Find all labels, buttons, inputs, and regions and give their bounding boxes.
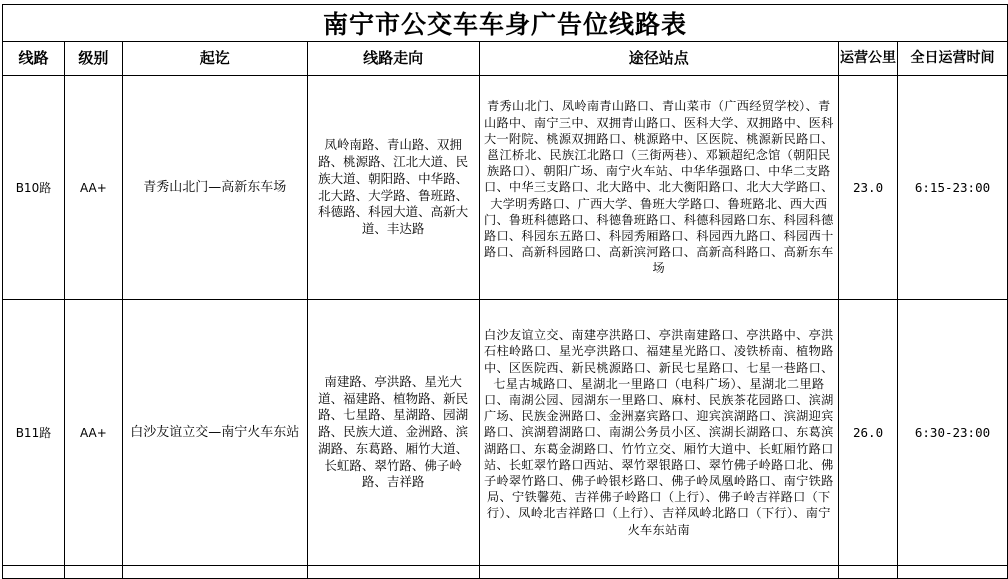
direction-cell: 南建路、亭洪路、星光大道、福建路、植物路、新民路、七星路、星湖路、园湖路、民族大道、金洲路、滨湖路、东葛路、厢竹大道、长虹路、翠竹路、佛子岭路、吉祥路 — [307, 300, 479, 566]
hours-cell: 6:15-23:00 — [898, 76, 1008, 300]
table-row-partial — [3, 566, 1008, 579]
start-end-cell: 青秀山北门—高新东车场 — [122, 76, 307, 300]
header-route: 线路 — [3, 42, 65, 76]
km-cell: 23.0 — [839, 76, 898, 300]
table-title: 南宁市公交车车身广告位线路表 — [3, 5, 1008, 42]
level-cell: AA+ — [64, 76, 122, 300]
km-cell: 26.0 — [839, 300, 898, 566]
stops-cell: 白沙友谊立交、南建亭洪路口、亭洪南建路口、亭洪路中、亭洪石柱岭路口、星光亭洪路口、福建星光路口、凌铁桥南、植物路中、区医院西、新民桃源路口、新民七星路口、七星一巷路口、七星古城路口、星湖北一里路口（电科广场）、星湖北二里路口、南湖公园、园湖东一里路口、麻村、民族茶花园路口、滨湖广场、民族金洲路口、金洲嘉宾路口、迎宾滨湖路口、滨湖迎宾路口、滨湖碧湖路口、南湖公务员小区、滨湖长湖路口、东葛滨湖路口、东葛金湖路口、竹竹立交、厢竹大道中、长虹厢竹路口站、长虹翠竹路口西站、翠竹翠银路口、翠竹佛子岭路口北、佛子岭翠竹路口、佛子岭银杉路口、佛子岭凤凰岭路口、南宁铁路局、宁铁馨苑、吉祥佛子岭路口（上行）、佛子岭吉祥路口（下行）、凤岭北吉祥路口（上行）、吉祥凤岭北路口（下行）、南宁火车东站南 — [479, 300, 839, 566]
level-cell: AA+ — [64, 300, 122, 566]
header-level: 级别 — [64, 42, 122, 76]
stops-cell: 青秀山北门、凤岭南青山路口、青山菜市（广西经贸学校）、青山路中、南宁三中、双拥青山路口、医科大学、双拥路中、医科大一附院、桃源双拥路口、桃源路中、区医院、桃源新民路口、邕江桥北、民族江北路口（三街两巷）、邓颖超纪念馆（朝阳民族路口）、朝阳广场、南宁火车站、中华华强路口、中华二支路口、中华三支路口、北大路中、北大衡阳路口、北大大学路口、大学明秀路口、广西大学、鲁班大学路口、鲁班路北、西大西门、鲁班科德路口、科德鲁班路口、科德科园路口东、科园科德路口、科园东五路口、科园秀厢路口、科园西九路口、科园西十路口、高新科园路口、高新滨河路口、高新高科路口、高新东车场 — [479, 76, 839, 300]
direction-cell: 凤岭南路、青山路、双拥路、桃源路、江北大道、民族大道、朝阳路、中华路、北大路、大学路、鲁班路、科德路、科园大道、高新大道、丰达路 — [307, 76, 479, 300]
route-cell: B11路 — [3, 300, 65, 566]
hours-cell: 6:30-23:00 — [898, 300, 1008, 566]
header-hours: 全日运营时间 — [898, 42, 1008, 76]
route-cell: B10路 — [3, 76, 65, 300]
header-km: 运营公里 — [839, 42, 898, 76]
header-direction: 线路走向 — [307, 42, 479, 76]
header-stops: 途径站点 — [479, 42, 839, 76]
route-table — [2, 4, 1008, 579]
start-end-cell: 白沙友谊立交—南宁火车东站 — [122, 300, 307, 566]
header-start-end: 起讫 — [122, 42, 307, 76]
table-row — [3, 76, 1008, 300]
table-row — [3, 300, 1008, 566]
